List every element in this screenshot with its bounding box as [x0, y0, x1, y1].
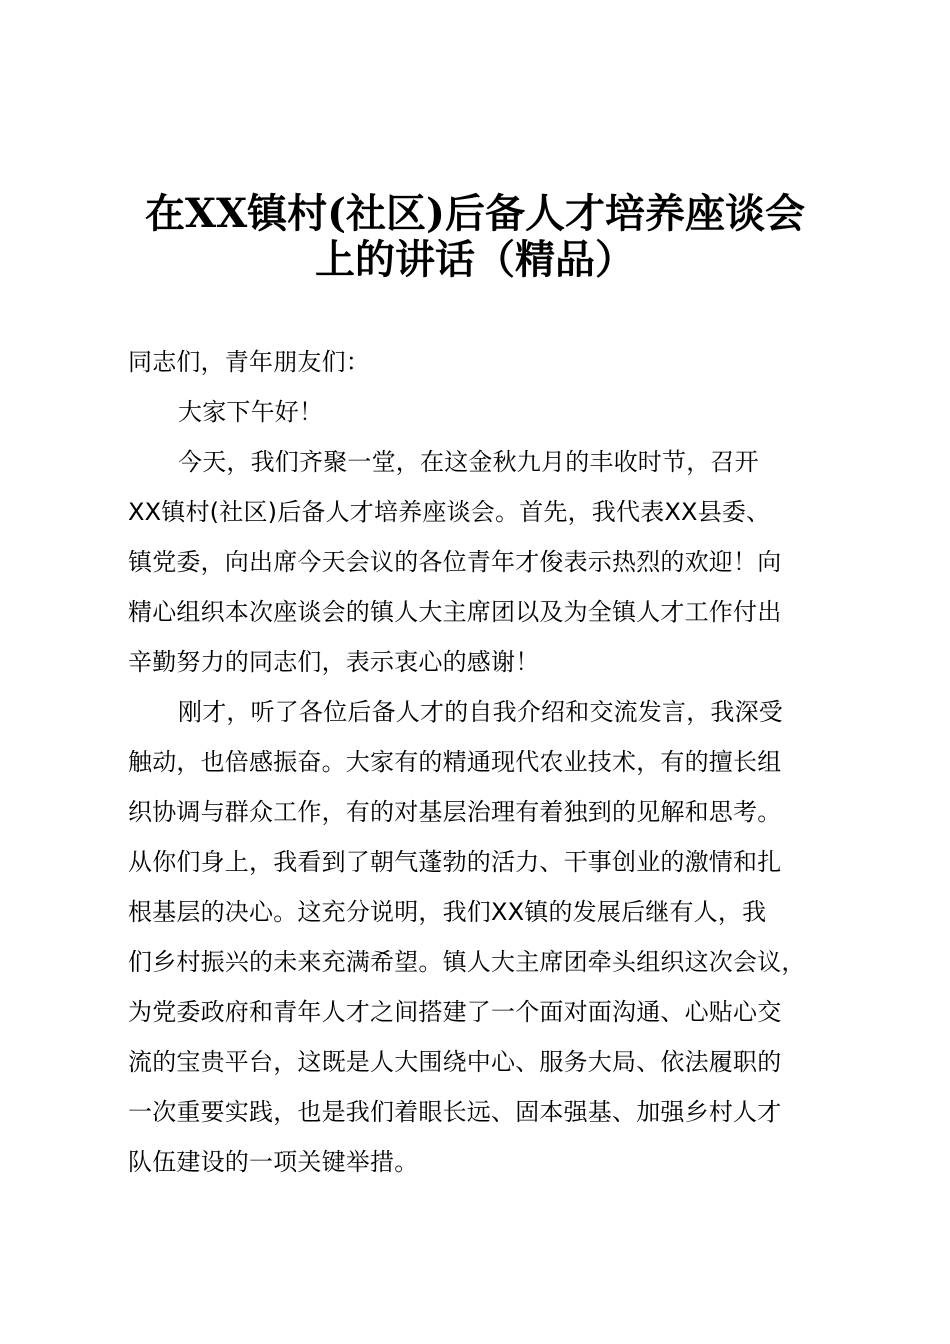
- paragraph-1-line: 辛勤努力的同志们，表示衷心的感谢！: [128, 648, 540, 676]
- document-title-line-1: 在XX镇村(社区)后备人才培养座谈会: [145, 190, 805, 237]
- document-title-line-2: 上的讲话（精品）: [315, 236, 635, 283]
- paragraph-2-line: 队伍建设的一项关键举措。: [128, 1148, 419, 1176]
- paragraph-2-line: 触动，也倍感振奋。大家有的精通现代农业技术，有的擅长组: [128, 748, 782, 776]
- paragraph-2-line: 们乡村振兴的未来充满希望。镇人大主席团牵头组织这次会议，: [128, 948, 806, 976]
- paragraph-2-line: 刚才，听了各位后备人才的自我介绍和交流发言，我深受: [178, 698, 783, 726]
- greeting: 大家下午好！: [178, 398, 324, 426]
- paragraph-2-line: 为党委政府和青年人才之间搭建了一个面对面沟通、心贴心交: [128, 998, 782, 1026]
- salutation: 同志们，青年朋友们：: [128, 348, 370, 376]
- document-body: [128, 337, 828, 1187]
- paragraph-2-line: 流的宝贵平台，这既是人大围绕中心、服务大局、依法履职的: [128, 1048, 782, 1076]
- paragraph-1-line: XX镇村(社区)后备人才培养座谈会。首先，我代表XX县委、: [128, 498, 771, 526]
- paragraph-2-line: 一次重要实践，也是我们着眼长远、固本强基、加强乡村人才: [128, 1098, 782, 1126]
- paragraph-1-line: 镇党委，向出席今天会议的各位青年才俊表示热烈的欢迎！向: [128, 548, 782, 576]
- paragraph-2-line: 从你们身上，我看到了朝气蓬勃的活力、干事创业的激情和扎: [128, 848, 782, 876]
- paragraph-1-line: 今天，我们齐聚一堂，在这金秋九月的丰收时节，召开: [178, 448, 759, 476]
- paragraph-2-line: 织协调与群众工作，有的对基层治理有着独到的见解和思考。: [128, 798, 782, 826]
- paragraph-2-line: 根基层的决心。这充分说明，我们XX镇的发展后继有人，我: [128, 898, 767, 926]
- paragraph-1-line: 精心组织本次座谈会的镇人大主席团以及为全镇人才工作付出: [128, 598, 782, 626]
